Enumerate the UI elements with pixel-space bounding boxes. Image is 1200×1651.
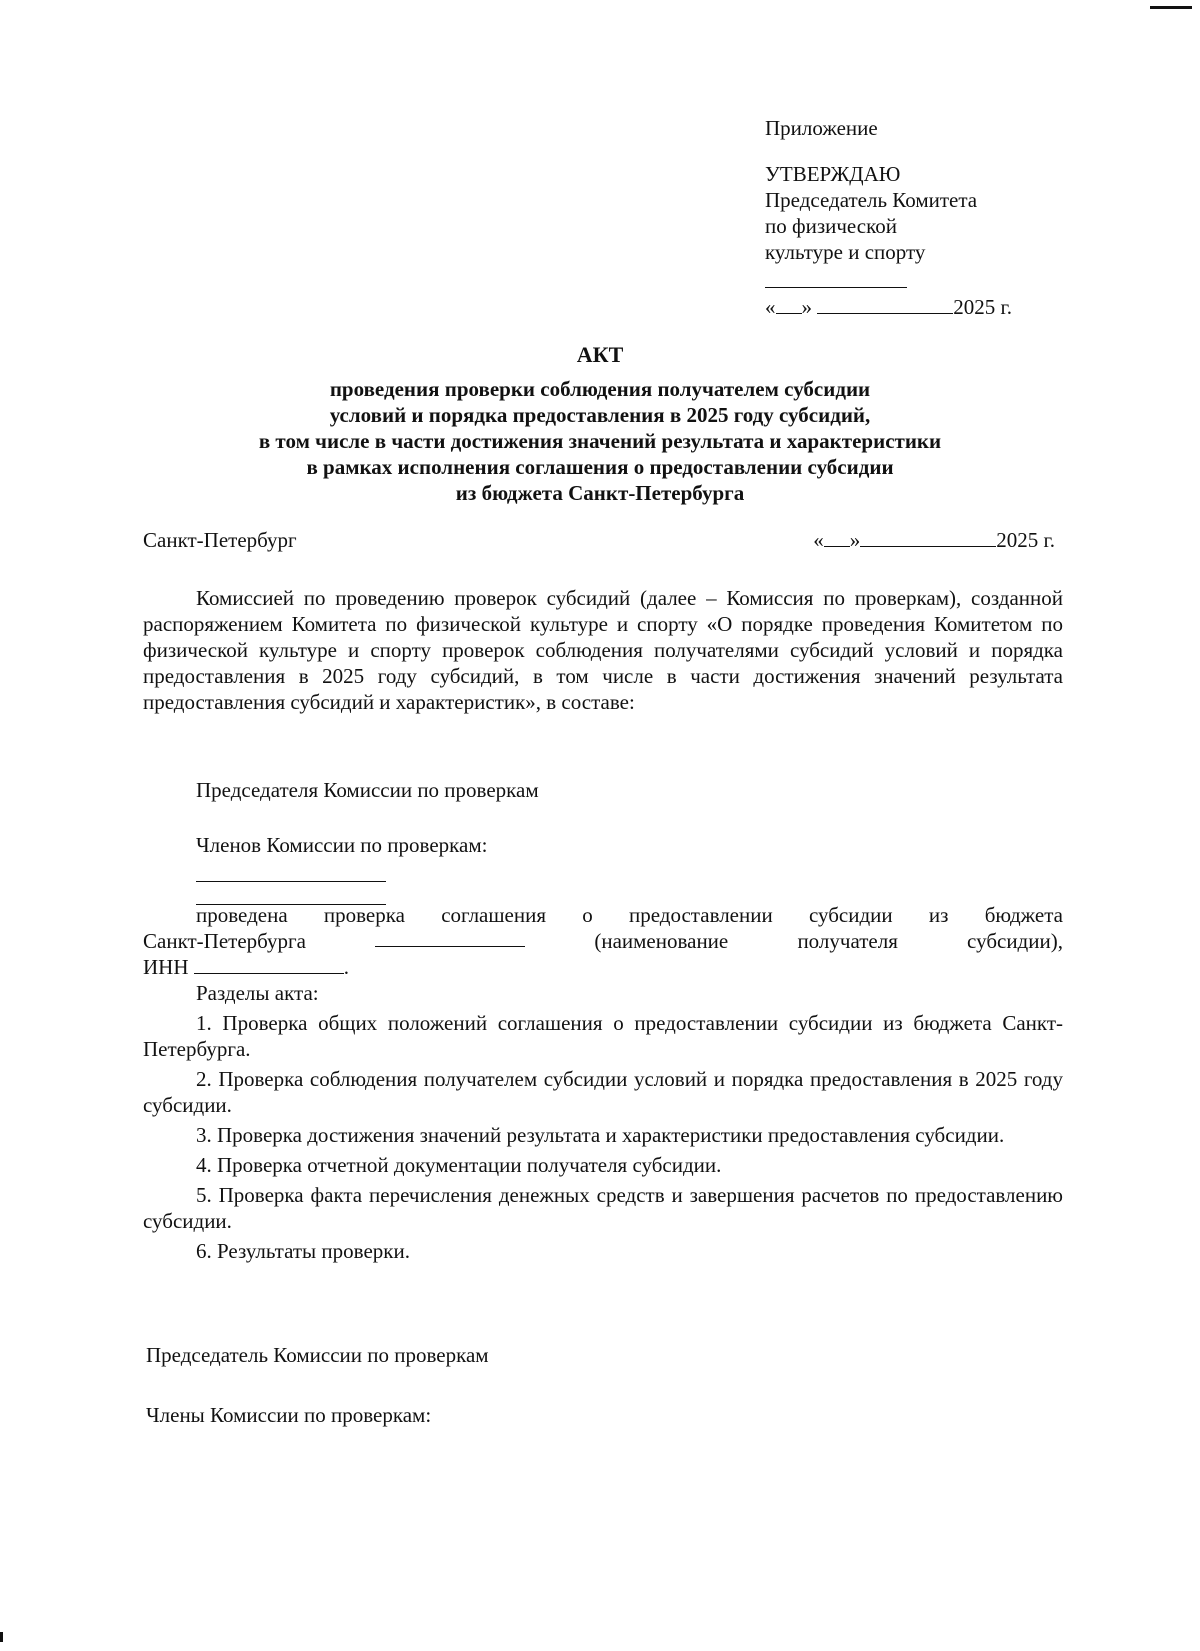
word: проведена [196, 903, 288, 927]
word: о [582, 903, 593, 927]
check-paragraph [143, 902, 1063, 980]
title-line: проведения проверки соблюдения получателем субсидии [329, 377, 871, 401]
day-blank [776, 295, 802, 314]
approval-date [765, 294, 1065, 320]
section-item: 1. Проверка общих положений соглашения о предоставлении субсидии из бюджета Санкт-Петербурга. [143, 1011, 1063, 1061]
title-line: в рамках исполнения соглашения о предоставлении субсидии [306, 455, 894, 479]
date-quote-close: » [849, 528, 861, 552]
act-date [813, 527, 1055, 553]
intro-paragraph: Комиссией по проведению проверок субсидий (далее – Комиссия по проверкам), созданной распоряжением Комитета по физической культуре и спорту «О порядке проведения Комитетом по физической культуре и спорту проверок соблюдения получателями субсидий условий и порядка предоставления в 2025 году субсидий, в том числе в части достижения значений результата предоставления субсидий и характеристик», в составе: [143, 586, 1063, 714]
month-blank [860, 528, 996, 547]
signature-line [765, 273, 907, 288]
inn-blank [194, 955, 344, 974]
title-main: АКТ [576, 342, 624, 367]
document-title [140, 342, 1060, 506]
position-line: по физической [765, 214, 897, 238]
word: из [928, 903, 949, 927]
section-item: 3. Проверка достижения значений результата и характеристики предоставления субсидии. [196, 1123, 1005, 1147]
check-row [143, 902, 1063, 928]
member-blank-line [196, 880, 386, 882]
city: Санкт-Петербург [143, 528, 297, 552]
word: . [343, 955, 349, 979]
month-blank [817, 295, 953, 314]
inn-row [143, 954, 1063, 980]
word: проверка [323, 903, 405, 927]
recipient-blank [375, 928, 525, 947]
approval-block [765, 115, 1065, 320]
date-quote-close: » [801, 295, 812, 319]
members-label: Членов Комиссии по проверкам: [196, 833, 488, 857]
section-item: 2. Проверка соблюдения получателем субсидии условий и порядка предоставления в 2025 году субсидии. [143, 1067, 1063, 1117]
inn-label: ИНН [143, 955, 189, 979]
day-blank [824, 528, 850, 547]
word: бюджета [984, 903, 1063, 927]
chair-label: Председателя Комиссии по проверкам [196, 778, 539, 802]
chair-signature-label: Председатель Комиссии по проверкам [146, 1343, 489, 1367]
date-year: 2025 г. [996, 528, 1055, 552]
date-quote-open: « [813, 528, 824, 552]
title-line: из бюджета Санкт-Петербурга [455, 481, 745, 505]
scan-mark [1150, 6, 1192, 9]
word: предоставлении [629, 903, 773, 927]
date-year: 2025 г. [953, 295, 1012, 319]
position-line: Председатель Комитета [765, 188, 978, 212]
check-row [143, 928, 1063, 954]
sections-head: Разделы акта: [196, 981, 319, 1005]
word: субсидии [808, 903, 893, 927]
date-quote-open: « [765, 295, 776, 319]
section-item: 6. Результаты проверки. [196, 1239, 410, 1263]
word: соглашения [441, 903, 546, 927]
title-line: условий и порядка предоставления в 2025 году субсидий, [329, 403, 871, 427]
scan-mark [0, 1632, 3, 1642]
section-item: 5. Проверка факта перечисления денежных средств и завершения расчетов по предоставлению субсидии. [143, 1183, 1063, 1233]
members-signature-label: Члены Комиссии по проверкам: [146, 1403, 432, 1427]
title-line: в том числе в части достижения значений результата и характеристики [258, 429, 942, 453]
word: получателя [797, 929, 898, 953]
sections-list [143, 980, 1063, 1268]
word: Санкт-Петербурга [143, 929, 306, 953]
approve-label: УТВЕРЖДАЮ [765, 162, 901, 186]
word: субсидии), [967, 929, 1063, 953]
word: (наименование [594, 929, 729, 953]
position-line: культуре и спорту [765, 240, 926, 264]
section-item: 4. Проверка отчетной документации получателя субсидии. [196, 1153, 722, 1177]
place-date-row [143, 527, 1055, 553]
appendix-label: Приложение [765, 116, 878, 140]
